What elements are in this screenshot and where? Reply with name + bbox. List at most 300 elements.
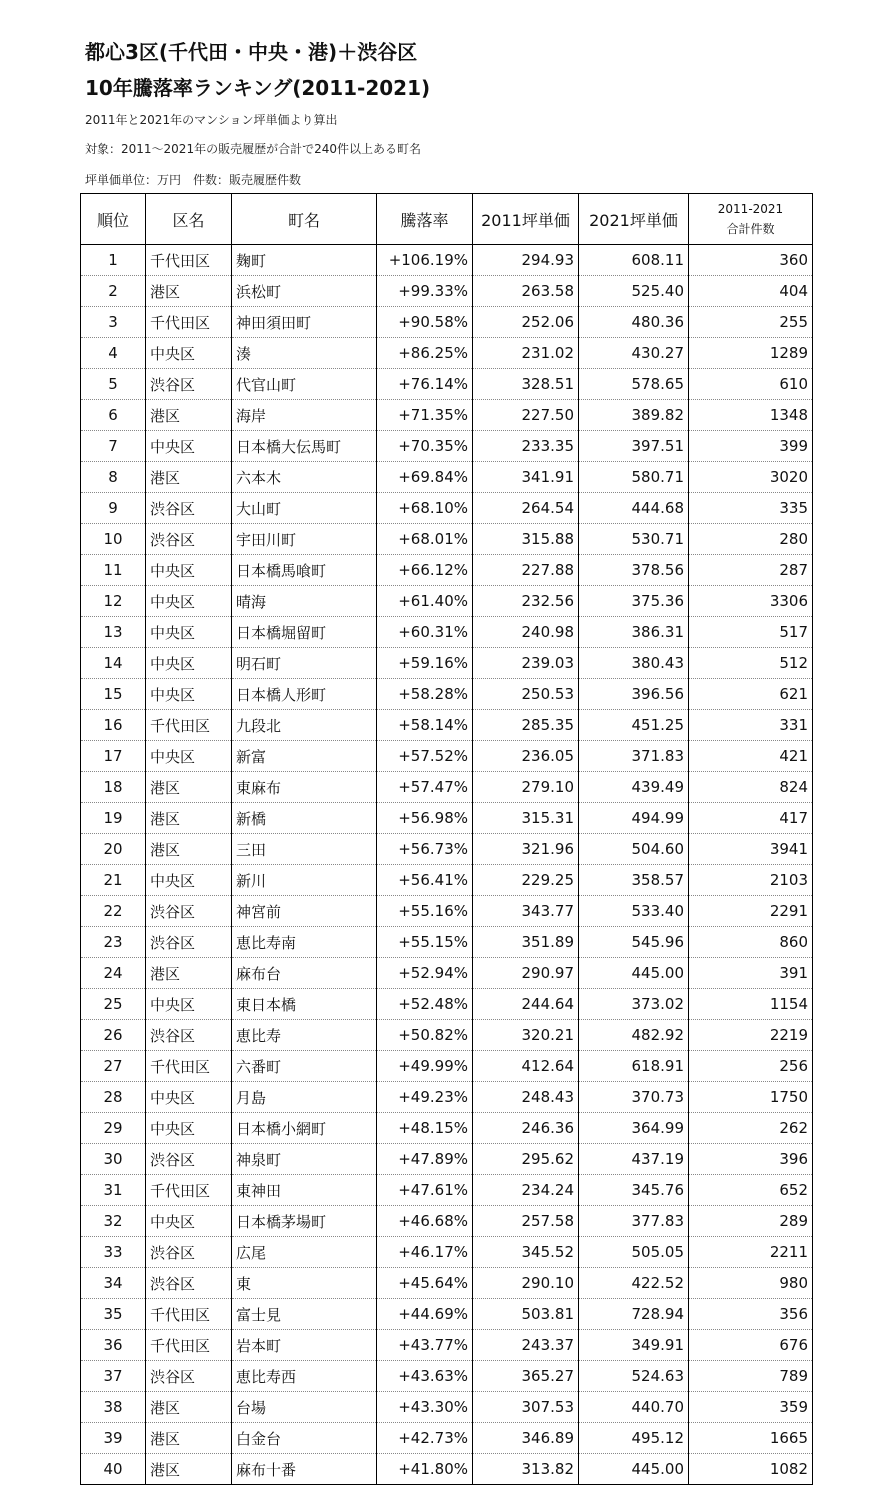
cell-town: 新橋 (232, 803, 377, 834)
cell-town: 月島 (232, 1082, 377, 1113)
cell-price-2021: 533.40 (579, 896, 689, 927)
cell-rate: +52.94% (377, 958, 473, 989)
cell-price-2021: 364.99 (579, 1113, 689, 1144)
cell-ward: 港区 (146, 462, 232, 493)
cell-rate: +52.48% (377, 989, 473, 1020)
cell-rate: +58.28% (377, 679, 473, 710)
cell-count: 421 (689, 741, 813, 772)
cell-rate: +70.35% (377, 431, 473, 462)
cell-town: 恵比寿 (232, 1020, 377, 1051)
table-row (81, 803, 813, 834)
cell-ward: 渋谷区 (146, 1144, 232, 1175)
cell-count: 1348 (689, 400, 813, 431)
cell-rank: 2 (81, 276, 146, 307)
cell-town: 日本橋人形町 (232, 679, 377, 710)
cell-rate: +42.73% (377, 1423, 473, 1454)
cell-count: 2211 (689, 1237, 813, 1268)
cell-town: 三田 (232, 834, 377, 865)
cell-ward: 千代田区 (146, 1330, 232, 1361)
cell-town: 明石町 (232, 648, 377, 679)
cell-town: 東日本橋 (232, 989, 377, 1020)
cell-price-2011: 229.25 (473, 865, 579, 896)
cell-price-2011: 257.58 (473, 1206, 579, 1237)
cell-price-2011: 263.58 (473, 276, 579, 307)
cell-price-2021: 349.91 (579, 1330, 689, 1361)
cell-ward: 中央区 (146, 989, 232, 1020)
cell-count: 1082 (689, 1454, 813, 1485)
cell-rank: 5 (81, 369, 146, 400)
cell-price-2021: 377.83 (579, 1206, 689, 1237)
cell-count: 2219 (689, 1020, 813, 1051)
cell-price-2011: 345.52 (473, 1237, 579, 1268)
cell-count: 3020 (689, 462, 813, 493)
cell-price-2021: 397.51 (579, 431, 689, 462)
cell-town: 大山町 (232, 493, 377, 524)
table-row (81, 555, 813, 586)
cell-ward: 港区 (146, 958, 232, 989)
table-row (81, 1113, 813, 1144)
cell-rate: +55.15% (377, 927, 473, 958)
cell-rate: +68.01% (377, 524, 473, 555)
cell-rate: +71.35% (377, 400, 473, 431)
cell-ward: 千代田区 (146, 245, 232, 276)
cell-price-2011: 250.53 (473, 679, 579, 710)
cell-price-2011: 231.02 (473, 338, 579, 369)
cell-price-2011: 412.64 (473, 1051, 579, 1082)
cell-count: 2291 (689, 896, 813, 927)
cell-town: 恵比寿西 (232, 1361, 377, 1392)
cell-price-2021: 440.70 (579, 1392, 689, 1423)
cell-rate: +86.25% (377, 338, 473, 369)
cell-price-2021: 524.63 (579, 1361, 689, 1392)
cell-count: 1665 (689, 1423, 813, 1454)
cell-count: 404 (689, 276, 813, 307)
cell-price-2011: 227.88 (473, 555, 579, 586)
cell-count: 610 (689, 369, 813, 400)
cell-ward: 千代田区 (146, 1299, 232, 1330)
cell-rate: +49.23% (377, 1082, 473, 1113)
cell-price-2011: 236.05 (473, 741, 579, 772)
cell-count: 3941 (689, 834, 813, 865)
cell-rate: +56.41% (377, 865, 473, 896)
cell-rank: 1 (81, 245, 146, 276)
table-row (81, 927, 813, 958)
ranking-table (80, 193, 813, 1485)
table-row (81, 400, 813, 431)
cell-price-2011: 239.03 (473, 648, 579, 679)
cell-rank: 13 (81, 617, 146, 648)
cell-rate: +46.17% (377, 1237, 473, 1268)
cell-price-2021: 495.12 (579, 1423, 689, 1454)
table-row (81, 710, 813, 741)
cell-price-2021: 437.19 (579, 1144, 689, 1175)
cell-rank: 4 (81, 338, 146, 369)
table-row (81, 1268, 813, 1299)
cell-rank: 20 (81, 834, 146, 865)
cell-rank: 34 (81, 1268, 146, 1299)
cell-price-2011: 234.24 (473, 1175, 579, 1206)
cell-town: 麹町 (232, 245, 377, 276)
cell-count: 621 (689, 679, 813, 710)
cell-price-2021: 375.36 (579, 586, 689, 617)
table-row (81, 431, 813, 462)
table-row (81, 245, 813, 276)
cell-rank: 18 (81, 772, 146, 803)
table-row (81, 741, 813, 772)
cell-price-2021: 380.43 (579, 648, 689, 679)
cell-rank: 32 (81, 1206, 146, 1237)
cell-town: 東神田 (232, 1175, 377, 1206)
cell-rank: 7 (81, 431, 146, 462)
cell-price-2011: 240.98 (473, 617, 579, 648)
header-count-line2: 合計件数 (726, 222, 775, 236)
cell-ward: 中央区 (146, 617, 232, 648)
cell-ward: 渋谷区 (146, 896, 232, 927)
cell-price-2021: 525.40 (579, 276, 689, 307)
table-row (81, 1082, 813, 1113)
note-units: 坪単価単位：万円 件数：販売履歴件数 (85, 173, 302, 187)
cell-price-2021: 422.52 (579, 1268, 689, 1299)
cell-town: 日本橋大伝馬町 (232, 431, 377, 462)
cell-ward: 港区 (146, 400, 232, 431)
cell-town: 東麻布 (232, 772, 377, 803)
cell-ward: 中央区 (146, 338, 232, 369)
cell-rate: +56.73% (377, 834, 473, 865)
cell-price-2021: 608.11 (579, 245, 689, 276)
cell-price-2021: 618.91 (579, 1051, 689, 1082)
cell-count: 417 (689, 803, 813, 834)
cell-town: 海岸 (232, 400, 377, 431)
cell-price-2011: 295.62 (473, 1144, 579, 1175)
cell-town: 台場 (232, 1392, 377, 1423)
table-row (81, 679, 813, 710)
cell-price-2011: 285.35 (473, 710, 579, 741)
cell-price-2021: 494.99 (579, 803, 689, 834)
header-price-2021: 2021坪単価 (579, 194, 689, 245)
cell-ward: 渋谷区 (146, 524, 232, 555)
cell-rate: +44.69% (377, 1299, 473, 1330)
cell-price-2021: 396.56 (579, 679, 689, 710)
cell-rank: 40 (81, 1454, 146, 1485)
cell-price-2021: 378.56 (579, 555, 689, 586)
cell-price-2011: 343.77 (473, 896, 579, 927)
cell-count: 262 (689, 1113, 813, 1144)
cell-count: 289 (689, 1206, 813, 1237)
cell-ward: 中央区 (146, 679, 232, 710)
cell-price-2021: 389.82 (579, 400, 689, 431)
cell-price-2021: 530.71 (579, 524, 689, 555)
cell-price-2021: 439.49 (579, 772, 689, 803)
cell-count: 980 (689, 1268, 813, 1299)
page-subtitle: 10年騰落率ランキング(2011-2021) (85, 76, 431, 100)
cell-price-2021: 358.57 (579, 865, 689, 896)
note-calculation: 2011年と2021年のマンション坪単価より算出 (85, 113, 338, 127)
cell-price-2021: 373.02 (579, 989, 689, 1020)
cell-count: 391 (689, 958, 813, 989)
cell-price-2011: 307.53 (473, 1392, 579, 1423)
cell-count: 280 (689, 524, 813, 555)
cell-town: 日本橋馬喰町 (232, 555, 377, 586)
cell-price-2011: 341.91 (473, 462, 579, 493)
cell-price-2011: 233.35 (473, 431, 579, 462)
cell-town: 代官山町 (232, 369, 377, 400)
cell-rate: +43.77% (377, 1330, 473, 1361)
table-row (81, 493, 813, 524)
cell-rank: 17 (81, 741, 146, 772)
cell-rate: +45.64% (377, 1268, 473, 1299)
table-row (81, 1051, 813, 1082)
cell-town: 六本木 (232, 462, 377, 493)
cell-price-2021: 480.36 (579, 307, 689, 338)
cell-rate: +76.14% (377, 369, 473, 400)
cell-count: 287 (689, 555, 813, 586)
cell-price-2011: 264.54 (473, 493, 579, 524)
cell-ward: 港区 (146, 772, 232, 803)
cell-rank: 14 (81, 648, 146, 679)
cell-town: 日本橋小網町 (232, 1113, 377, 1144)
cell-town: 日本橋茅場町 (232, 1206, 377, 1237)
cell-count: 331 (689, 710, 813, 741)
cell-rank: 21 (81, 865, 146, 896)
cell-price-2021: 504.60 (579, 834, 689, 865)
cell-town: 浜松町 (232, 276, 377, 307)
header-rank: 順位 (81, 194, 146, 245)
cell-ward: 渋谷区 (146, 1237, 232, 1268)
cell-ward: 中央区 (146, 555, 232, 586)
cell-rate: +47.61% (377, 1175, 473, 1206)
cell-rank: 8 (81, 462, 146, 493)
cell-town: 九段北 (232, 710, 377, 741)
cell-town: 恵比寿南 (232, 927, 377, 958)
table-row (81, 1330, 813, 1361)
cell-town: 東 (232, 1268, 377, 1299)
cell-count: 3306 (689, 586, 813, 617)
cell-ward: 港区 (146, 276, 232, 307)
cell-count: 789 (689, 1361, 813, 1392)
table-row (81, 1206, 813, 1237)
cell-rank: 39 (81, 1423, 146, 1454)
cell-ward: 中央区 (146, 1206, 232, 1237)
cell-count: 652 (689, 1175, 813, 1206)
cell-town: 麻布十番 (232, 1454, 377, 1485)
cell-price-2011: 290.10 (473, 1268, 579, 1299)
table-row (81, 369, 813, 400)
cell-rank: 10 (81, 524, 146, 555)
cell-count: 255 (689, 307, 813, 338)
table-row (81, 462, 813, 493)
cell-ward: 渋谷区 (146, 369, 232, 400)
cell-rate: +47.89% (377, 1144, 473, 1175)
cell-rank: 6 (81, 400, 146, 431)
cell-rate: +49.99% (377, 1051, 473, 1082)
table-row (81, 958, 813, 989)
cell-rate: +59.16% (377, 648, 473, 679)
cell-price-2011: 328.51 (473, 369, 579, 400)
cell-town: 岩本町 (232, 1330, 377, 1361)
cell-rate: +41.80% (377, 1454, 473, 1485)
cell-town: 麻布台 (232, 958, 377, 989)
table-row (81, 524, 813, 555)
cell-rate: +66.12% (377, 555, 473, 586)
cell-rank: 25 (81, 989, 146, 1020)
cell-rate: +60.31% (377, 617, 473, 648)
cell-count: 1289 (689, 338, 813, 369)
table-row (81, 617, 813, 648)
cell-price-2021: 451.25 (579, 710, 689, 741)
cell-rank: 31 (81, 1175, 146, 1206)
table-body (81, 245, 813, 1485)
cell-price-2011: 503.81 (473, 1299, 579, 1330)
cell-town: 宇田川町 (232, 524, 377, 555)
table-row (81, 1392, 813, 1423)
cell-ward: 中央区 (146, 648, 232, 679)
table-row (81, 338, 813, 369)
cell-ward: 中央区 (146, 865, 232, 896)
cell-rank: 35 (81, 1299, 146, 1330)
cell-ward: 千代田区 (146, 710, 232, 741)
cell-ward: 渋谷区 (146, 1361, 232, 1392)
cell-rank: 9 (81, 493, 146, 524)
cell-rank: 29 (81, 1113, 146, 1144)
cell-price-2011: 315.31 (473, 803, 579, 834)
header-row (81, 194, 813, 245)
cell-ward: 港区 (146, 1423, 232, 1454)
cell-rate: +55.16% (377, 896, 473, 927)
cell-ward: 港区 (146, 834, 232, 865)
cell-rank: 12 (81, 586, 146, 617)
cell-town: 広尾 (232, 1237, 377, 1268)
table-row (81, 1237, 813, 1268)
cell-rank: 30 (81, 1144, 146, 1175)
cell-count: 676 (689, 1330, 813, 1361)
cell-ward: 千代田区 (146, 307, 232, 338)
cell-count: 399 (689, 431, 813, 462)
header-count (689, 194, 813, 245)
table-row (81, 307, 813, 338)
cell-price-2021: 386.31 (579, 617, 689, 648)
cell-count: 356 (689, 1299, 813, 1330)
cell-ward: 中央区 (146, 1113, 232, 1144)
cell-ward: 渋谷区 (146, 1020, 232, 1051)
cell-rate: +69.84% (377, 462, 473, 493)
header-count-line1: 2011-2021 (717, 202, 784, 216)
cell-price-2011: 279.10 (473, 772, 579, 803)
cell-price-2021: 445.00 (579, 958, 689, 989)
cell-count: 1750 (689, 1082, 813, 1113)
cell-rate: +57.52% (377, 741, 473, 772)
cell-rank: 36 (81, 1330, 146, 1361)
cell-rate: +90.58% (377, 307, 473, 338)
cell-count: 256 (689, 1051, 813, 1082)
cell-price-2011: 246.36 (473, 1113, 579, 1144)
cell-rate: +61.40% (377, 586, 473, 617)
table-row (81, 1454, 813, 1485)
cell-town: 神泉町 (232, 1144, 377, 1175)
cell-price-2011: 321.96 (473, 834, 579, 865)
cell-price-2021: 505.05 (579, 1237, 689, 1268)
cell-rate: +50.82% (377, 1020, 473, 1051)
cell-ward: 港区 (146, 803, 232, 834)
cell-rank: 26 (81, 1020, 146, 1051)
cell-rank: 38 (81, 1392, 146, 1423)
cell-ward: 渋谷区 (146, 493, 232, 524)
table-row (81, 648, 813, 679)
cell-town: 富士見 (232, 1299, 377, 1330)
cell-rank: 16 (81, 710, 146, 741)
cell-rank: 24 (81, 958, 146, 989)
cell-rank: 22 (81, 896, 146, 927)
cell-rank: 28 (81, 1082, 146, 1113)
cell-ward: 中央区 (146, 586, 232, 617)
table-row (81, 1361, 813, 1392)
cell-count: 360 (689, 245, 813, 276)
table-row (81, 1423, 813, 1454)
cell-price-2021: 371.83 (579, 741, 689, 772)
table-row (81, 586, 813, 617)
cell-price-2021: 430.27 (579, 338, 689, 369)
cell-rank: 19 (81, 803, 146, 834)
cell-price-2011: 248.43 (473, 1082, 579, 1113)
cell-ward: 渋谷区 (146, 927, 232, 958)
page-title: 都心3区(千代田・中央・港)＋渋谷区 (85, 40, 418, 64)
cell-price-2021: 578.65 (579, 369, 689, 400)
cell-ward: 中央区 (146, 741, 232, 772)
cell-price-2011: 346.89 (473, 1423, 579, 1454)
cell-town: 神宮前 (232, 896, 377, 927)
cell-price-2011: 290.97 (473, 958, 579, 989)
cell-rank: 15 (81, 679, 146, 710)
table-row (81, 834, 813, 865)
cell-count: 396 (689, 1144, 813, 1175)
cell-count: 2103 (689, 865, 813, 896)
cell-rank: 37 (81, 1361, 146, 1392)
cell-rate: +43.30% (377, 1392, 473, 1423)
cell-price-2011: 365.27 (473, 1361, 579, 1392)
cell-rate: +106.19% (377, 245, 473, 276)
cell-price-2021: 728.94 (579, 1299, 689, 1330)
cell-price-2021: 445.00 (579, 1454, 689, 1485)
cell-price-2011: 227.50 (473, 400, 579, 431)
table-row (81, 1144, 813, 1175)
cell-town: 晴海 (232, 586, 377, 617)
table-row (81, 1299, 813, 1330)
header-price-2011: 2011坪単価 (473, 194, 579, 245)
cell-count: 359 (689, 1392, 813, 1423)
cell-town: 新川 (232, 865, 377, 896)
cell-price-2021: 345.76 (579, 1175, 689, 1206)
table-row (81, 772, 813, 803)
table-row (81, 1020, 813, 1051)
note-target: 対象：2011〜2021年の販売履歴が合計で240件以上ある町名 (85, 142, 421, 156)
cell-rate: +46.68% (377, 1206, 473, 1237)
cell-count: 824 (689, 772, 813, 803)
cell-price-2021: 545.96 (579, 927, 689, 958)
cell-ward: 千代田区 (146, 1175, 232, 1206)
header-rate: 騰落率 (377, 194, 473, 245)
cell-town: 新富 (232, 741, 377, 772)
cell-count: 517 (689, 617, 813, 648)
cell-price-2011: 320.21 (473, 1020, 579, 1051)
cell-rank: 27 (81, 1051, 146, 1082)
cell-rate: +48.15% (377, 1113, 473, 1144)
cell-price-2011: 351.89 (473, 927, 579, 958)
cell-town: 湊 (232, 338, 377, 369)
cell-price-2011: 243.37 (473, 1330, 579, 1361)
cell-rate: +99.33% (377, 276, 473, 307)
cell-count: 512 (689, 648, 813, 679)
table-row (81, 896, 813, 927)
cell-rate: +56.98% (377, 803, 473, 834)
